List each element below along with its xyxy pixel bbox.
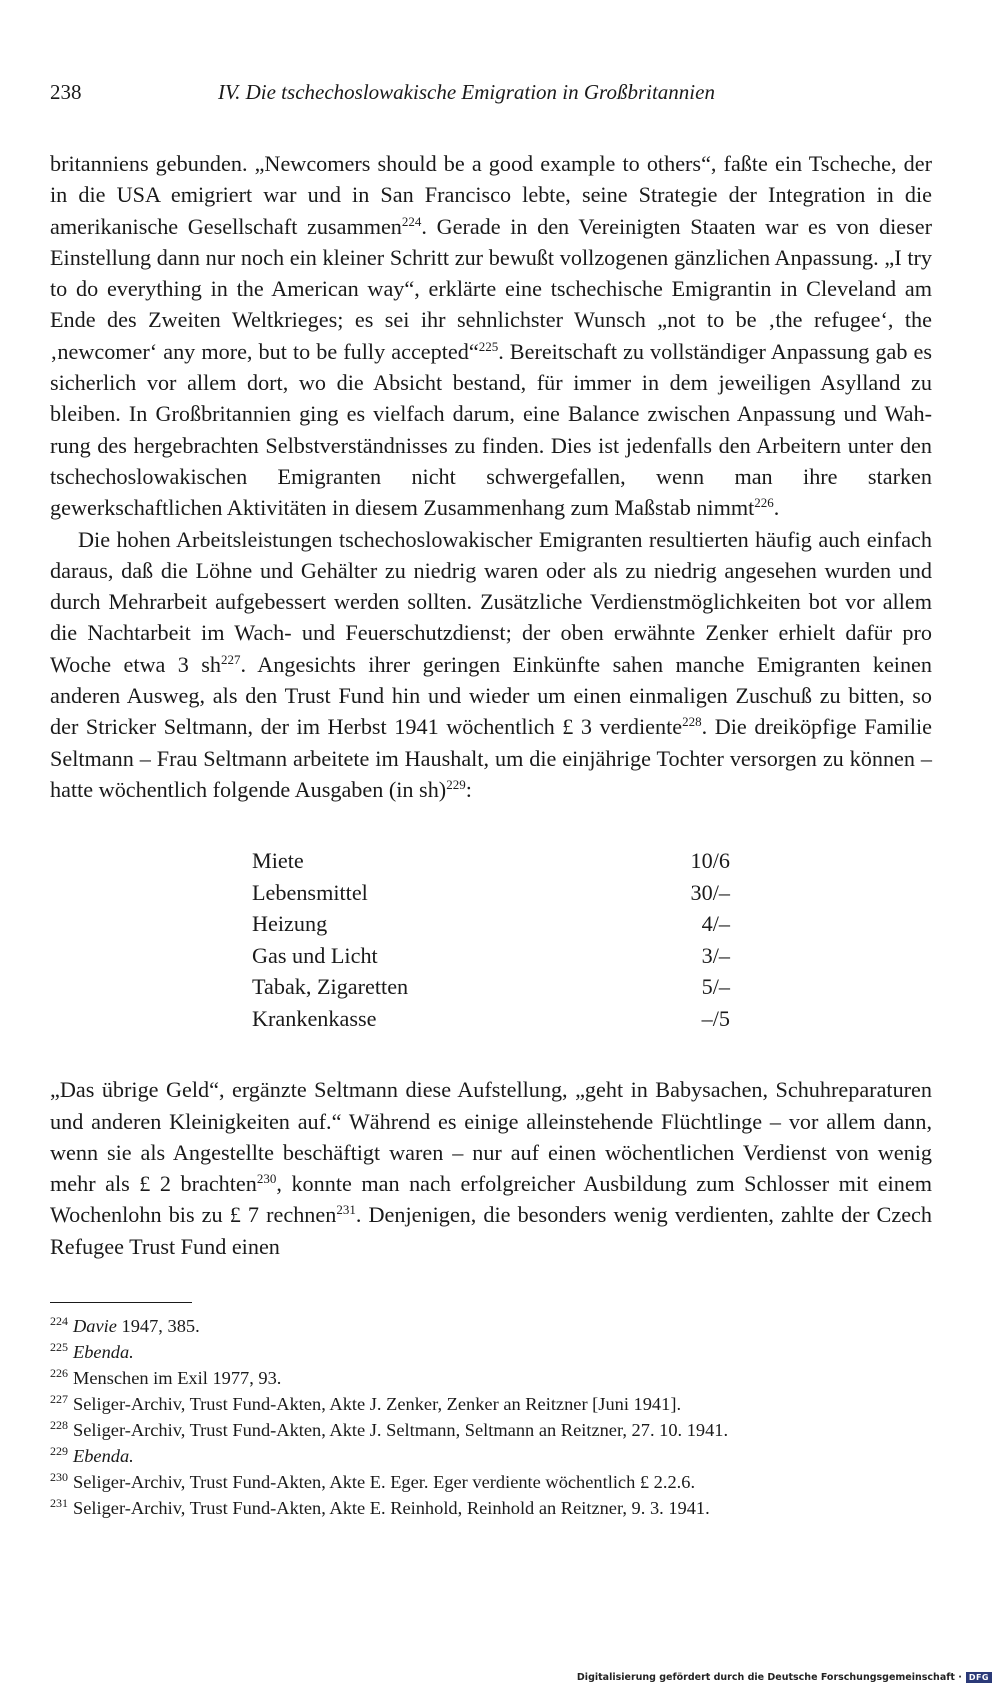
footnote-number: 229 [50,1444,68,1459]
expense-row [252,971,730,1003]
text-run: Die hohen Arbeitsleistungen tschechoslowakischer Emigranten resultierten häufig auch einfach daraus, daß die Löhne und Gehälter zu niedrig waren oder als zu niedrig angesehen wurden und durch Mehrarbeit aufgebessert werden sollten. Zusätzliche Verdienstmöglichkeiten bot vor allem die Nachtarbeit im Wach- und Feuerschutzdienst; der oben erwähnte Zenker erhielt dafür pro Woche etwa 3 sh [50,526,932,677]
footnote-number: 226 [50,1366,68,1381]
footnote [50,1391,932,1417]
footnote-text: Seliger-Archiv, Trust Fund-Akten, Akte E. Eger. Eger verdiente wöchentlich £ 2.2.6. [73,1472,696,1493]
footnote-ref: 228 [682,714,702,730]
footnote-number: 224 [50,1314,68,1329]
footnote [50,1495,932,1521]
expense-row [252,940,730,972]
expense-row [252,877,730,909]
paragraph [50,148,932,524]
footnote [50,1339,932,1365]
paragraph [50,1074,932,1262]
body-text [50,148,932,1262]
text-run: . Angesichts ihrer geringen Einkünfte sahen manche Emigranten keinen anderen Ausweg, als den Trust Fund hin und wieder um einen einmaligen Zuschuß zu bitten, so der Stricker Seltmann, der im Herbst 1941 wöchentlich £ 3 verdiente [50,651,932,740]
expense-amount: 4/– [701,911,730,937]
footnote-text: Seliger-Archiv, Trust Fund-Akten, Akte J. Seltmann, Seltmann an Reitzner, 27. 10. 1941. [73,1420,729,1441]
footnote-text: Ebenda. [73,1446,134,1467]
footnote-number: 231 [50,1496,68,1511]
footnote-number: 227 [50,1392,68,1407]
text-run: . Gerade in den Vereinigten Staaten war es von dieser Einstellung dann nur noch ein kleiner Schritt zur bewußt vollzogenen gänzlichen Anpassung. „I try to do everything in the American way“, erklärte eine tschechische Emigrantin in Cleveland am Ende des Zweiten Weltkrieges; es sei ihr sehnlichster Wunsch „not to be ‚the refugee‘, the ‚newcomer‘ any more, but to be fully accepted“ [50,213,932,364]
expense-item: Gas und Licht [252,942,378,968]
text-run: „Das übrige Geld“, ergänzte Seltmann diese Aufstellung, „geht in Babysachen, Schuhreparaturen und anderen Kleinigkeiten auf.“ Während es einige alleinstehende Flüchtlinge – vor allem dann, wenn sie als Angestellte beschäftigt waren – nur auf einen wöchentlichen Verdienst von wenig mehr als £ 2 brachten [50,1077,932,1197]
expense-row [252,908,730,940]
digitization-credit [577,1672,992,1683]
footnote-ref: 224 [401,213,422,229]
footnote-text: Seliger-Archiv, Trust Fund-Akten, Akte E. Reinhold, Reinhold an Reitzner, 9. 3. 1941. [73,1498,710,1519]
footnote-ref: 227 [221,651,241,667]
expense-amount: 10/6 [690,848,730,874]
footnote-number: 225 [50,1340,68,1355]
footnote-text: Davie [73,1316,117,1337]
footnote [50,1469,932,1495]
footnote [50,1417,932,1443]
footnote-text: Menschen im Exil 1977, 93. [73,1368,282,1389]
expense-table [252,845,730,1034]
text-run: : [465,776,472,802]
footnote [50,1443,932,1469]
paragraph [50,524,932,806]
footnote-text: Seliger-Archiv, Trust Fund-Akten, Akte J. Zenker, Zenker an Reitzner [Juni 1941]. [73,1394,682,1415]
footnote-ref: 229 [446,776,466,792]
expense-item: Heizung [252,911,328,937]
footnote-ref: 225 [478,338,499,354]
text-run: . Die dreiköpfige Familie Seltmann – Frau Seltmann arbeitete im Haushalt, um die einjährige Tochter versorgen zu können – hatte wöchentlich folgende Ausgaben (in sh) [50,714,932,802]
expense-amount: 3/– [701,942,730,968]
dfg-logo: DFG [966,1672,992,1683]
expense-item: Lebensmittel [252,879,368,905]
footnote-text: 1947, 385. [116,1316,200,1337]
footnote [50,1313,932,1339]
expense-item: Krankenkasse [252,1005,377,1031]
expense-amount: 30/– [690,879,730,905]
digitization-credit-text: Digitalisierung gefördert durch die Deutsche Forschungsgemeinschaft · [576,1672,962,1683]
expense-row [252,1003,730,1035]
footnote-divider [50,1302,192,1303]
text-run: . Bereitschaft zu vollständiger Anpassung gab es sicherlich vor allem dort, wo die Absicht bestand, für immer in dem jeweiligen Asylland zu bleiben. In Großbritannien ging es vielfach darum, eine Balance zwischen Anpassung und Wahrung des hergebrachten Selbstverständnisses zu finden. Dies ist jedenfalls den Arbeitern unter den tschechoslowakischen Emigranten nicht schwergefallen, wenn man ihre starken gewerkschaftlichen Aktivitäten in diesem Zusammenhang zum Maßstab nimmt [50,338,932,521]
text-run: , konnte man nach erfolgreicher Ausbildung zum Schlosser mit einem Wochenlohn bis zu £ 7 rechnen [50,1171,932,1228]
running-head [50,80,932,112]
footnote [50,1365,932,1391]
running-title: IV. Die tschechoslowakische Emigration in Großbritannien [218,80,715,104]
text-run: . [773,495,780,521]
text-run: britanniens gebunden. „Newcomers should be a good example to others“, faßte ein Tscheche, der in die USA emigriert war und in San Francisco lebte, seine Strategie der Integration in die amerikanische Gesellschaft zusammen [50,151,932,239]
footnote-ref: 231 [336,1202,356,1218]
page-number: 238 [50,80,82,104]
footnote-number: 228 [50,1418,68,1433]
expense-row [252,845,730,877]
footnote-text: Ebenda. [73,1342,134,1363]
expense-amount: –/5 [701,1005,730,1031]
text-run: . Denjenigen, die besonders wenig verdienten, zahlte der Czech Refugee Trust Fund einen [50,1202,932,1259]
book-page [50,80,932,1521]
expense-amount: 5/– [701,974,730,1000]
footnote-number: 230 [50,1470,68,1485]
expense-item: Tabak, Zigaretten [252,974,409,1000]
expense-item: Miete [252,848,304,874]
footnote-ref: 230 [256,1171,277,1187]
footnotes [50,1313,932,1521]
footnote-ref: 226 [754,495,774,511]
